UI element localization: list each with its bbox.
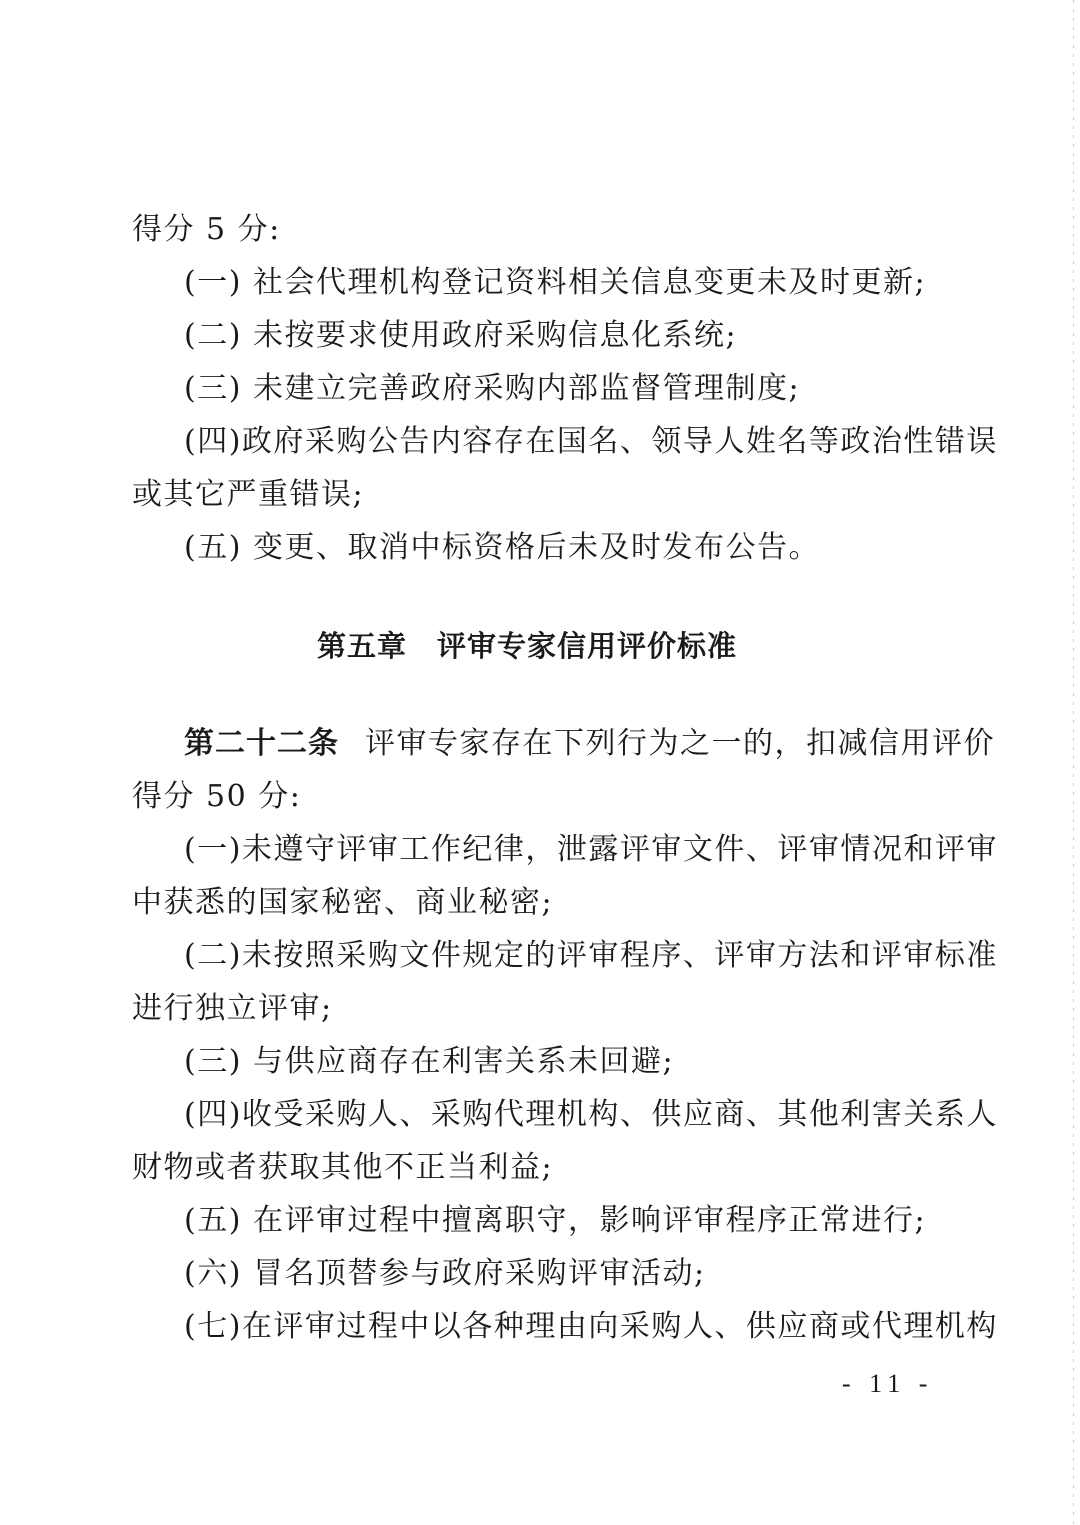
document-body	[132, 203, 998, 1353]
list-item: (三) 未建立完善政府采购内部监督管理制度;	[184, 371, 801, 406]
text-line: 中获悉的国家秘密、商业秘密;	[132, 885, 554, 920]
list-item: (六) 冒名顶替参与政府采购评审活动;	[184, 1256, 706, 1291]
text-line: 得分 50 分:	[132, 779, 302, 814]
chapter-title: 评审专家信用评价标准	[437, 629, 738, 663]
text-line: 得分 5 分:	[132, 212, 281, 247]
text-line: 或其它严重错误;	[132, 477, 365, 512]
list-item: (四)收受采购人、采购代理机构、供应商、其他利害关系人	[184, 1097, 998, 1132]
article-heading	[132, 717, 995, 770]
text-line: 财物或者获取其他不正当利益;	[132, 1150, 554, 1185]
list-item: (二) 未按要求使用政府采购信息化系统;	[184, 318, 738, 353]
chapter-number: 第五章	[316, 629, 407, 663]
list-item: (四)政府采购公告内容存在国名、领导人姓名等政治性错误	[184, 424, 998, 459]
list-item: (三) 与供应商存在利害关系未回避;	[184, 1044, 675, 1079]
scan-edge-mark	[1073, 0, 1074, 1525]
list-item: (一) 社会代理机构登记资料相关信息变更未及时更新;	[184, 265, 927, 300]
list-item: (一)未遵守评审工作纪律，泄露评审文件、评审情况和评审	[184, 832, 998, 867]
chapter-heading	[132, 620, 922, 673]
list-item: (五) 在评审过程中擅离职守，影响评审程序正常进行;	[184, 1203, 927, 1238]
article-label: 第二十二条	[184, 726, 339, 761]
page-number: - 11 -	[842, 1369, 934, 1398]
list-item: (七)在评审过程中以各种理由向采购人、供应商或代理机构	[184, 1309, 998, 1344]
list-item: (二)未按照采购文件规定的评审程序、评审方法和评审标准	[184, 938, 998, 973]
list-item: (五) 变更、取消中标资格后未及时发布公告。	[184, 530, 820, 565]
text-line: 进行独立评审;	[132, 991, 333, 1026]
article-text: 评审专家存在下列行为之一的，扣减信用评价	[365, 726, 995, 761]
